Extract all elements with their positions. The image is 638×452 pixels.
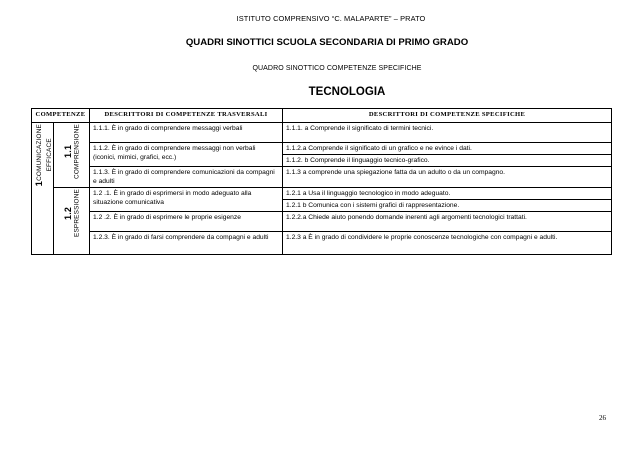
- table-row: [32, 167, 612, 188]
- table-row: [32, 188, 612, 200]
- descrittore-specifico: 1.2.1 b Comunica con i sistemi grafici di rappresentazione.: [283, 200, 612, 212]
- competence-cell: [32, 123, 54, 255]
- descrittore-specifico: 1.1.1. a Comprende il significato di termini tecnici.: [283, 123, 612, 143]
- table-header-row: [32, 109, 612, 123]
- descrittore-trasversale: 1.1.2. È in grado di comprendere messaggi non verbali (iconici, mimici, grafici, ecc.): [90, 143, 283, 167]
- descrittore-trasversale: 1.2.3. È in grado di farsi comprendere da compagni e adulti: [90, 232, 283, 255]
- descrittore-specifico: 1.1.3 a comprende una spiegazione fatta da un adulto o da un compagno.: [283, 167, 612, 188]
- descrittore-trasversale: 1.2 .2. È in grado di esprimere le proprie esigenze: [90, 212, 283, 232]
- descrittore-trasversale: 1.1.3. È in grado di comprendere comunicazioni da compagni e adulti: [90, 167, 283, 188]
- school-name: ISTITUTO COMPRENSIVO “C. MALAPARTE” – PRATO: [236, 14, 426, 23]
- descrittore-trasversale: 1.2 .1. È in grado di esprimersi in modo adeguato alla situazione comunicativa: [90, 188, 283, 212]
- group-cell-comprensione: [54, 123, 90, 188]
- group-label: 1.1 COMPRENSIONE: [62, 124, 80, 179]
- table-row: [32, 143, 612, 155]
- competence-label: 1COMUNICAZIONE EFFICACE: [34, 124, 53, 187]
- column-header-competenze: COMPETENZE: [32, 109, 90, 123]
- page-number: 26: [599, 414, 606, 422]
- group-label: 1.2 ESPRESSIONE: [62, 189, 80, 238]
- descrittore-specifico: 1.2.1 a Usa il linguaggio tecnologico in modo adeguato.: [283, 188, 612, 200]
- document-title: QUADRI SINOTTICI SCUOLA SECONDARIA DI PRIMO GRADO: [185, 37, 469, 48]
- column-header-trasversali: DESCRITTORI DI COMPETENZE TRASVERSALI: [90, 109, 283, 123]
- document-subtitle: QUADRO SINOTTICO COMPETENZE SPECIFICHE: [252, 65, 422, 72]
- subject-title: TECNOLOGIA: [308, 86, 386, 98]
- competences-table: [31, 108, 612, 255]
- descrittore-trasversale: 1.1.1. È in grado di comprendere messaggi verbali: [90, 123, 283, 143]
- table-row: [32, 212, 612, 232]
- group-cell-espressione: [54, 188, 90, 255]
- descrittore-specifico: 1.2.2.a Chiede aiuto ponendo domande inerenti agli argomenti tecnologici trattati.: [283, 212, 612, 232]
- descrittore-specifico: 1.1.2. b Comprende il linguaggio tecnico-grafico.: [283, 155, 612, 167]
- descrittore-specifico: 1.2.3 a È in grado di condividere le proprie conoscenze tecnologiche con compagni e adulti.: [283, 232, 612, 255]
- descrittore-specifico: 1.1.2.a Comprende il significato di un grafico e ne evince i dati.: [283, 143, 612, 155]
- column-header-specifiche: DESCRITTORI DI COMPETENZE SPECIFICHE: [283, 109, 612, 123]
- table-row: [32, 123, 612, 143]
- table-row: [32, 232, 612, 255]
